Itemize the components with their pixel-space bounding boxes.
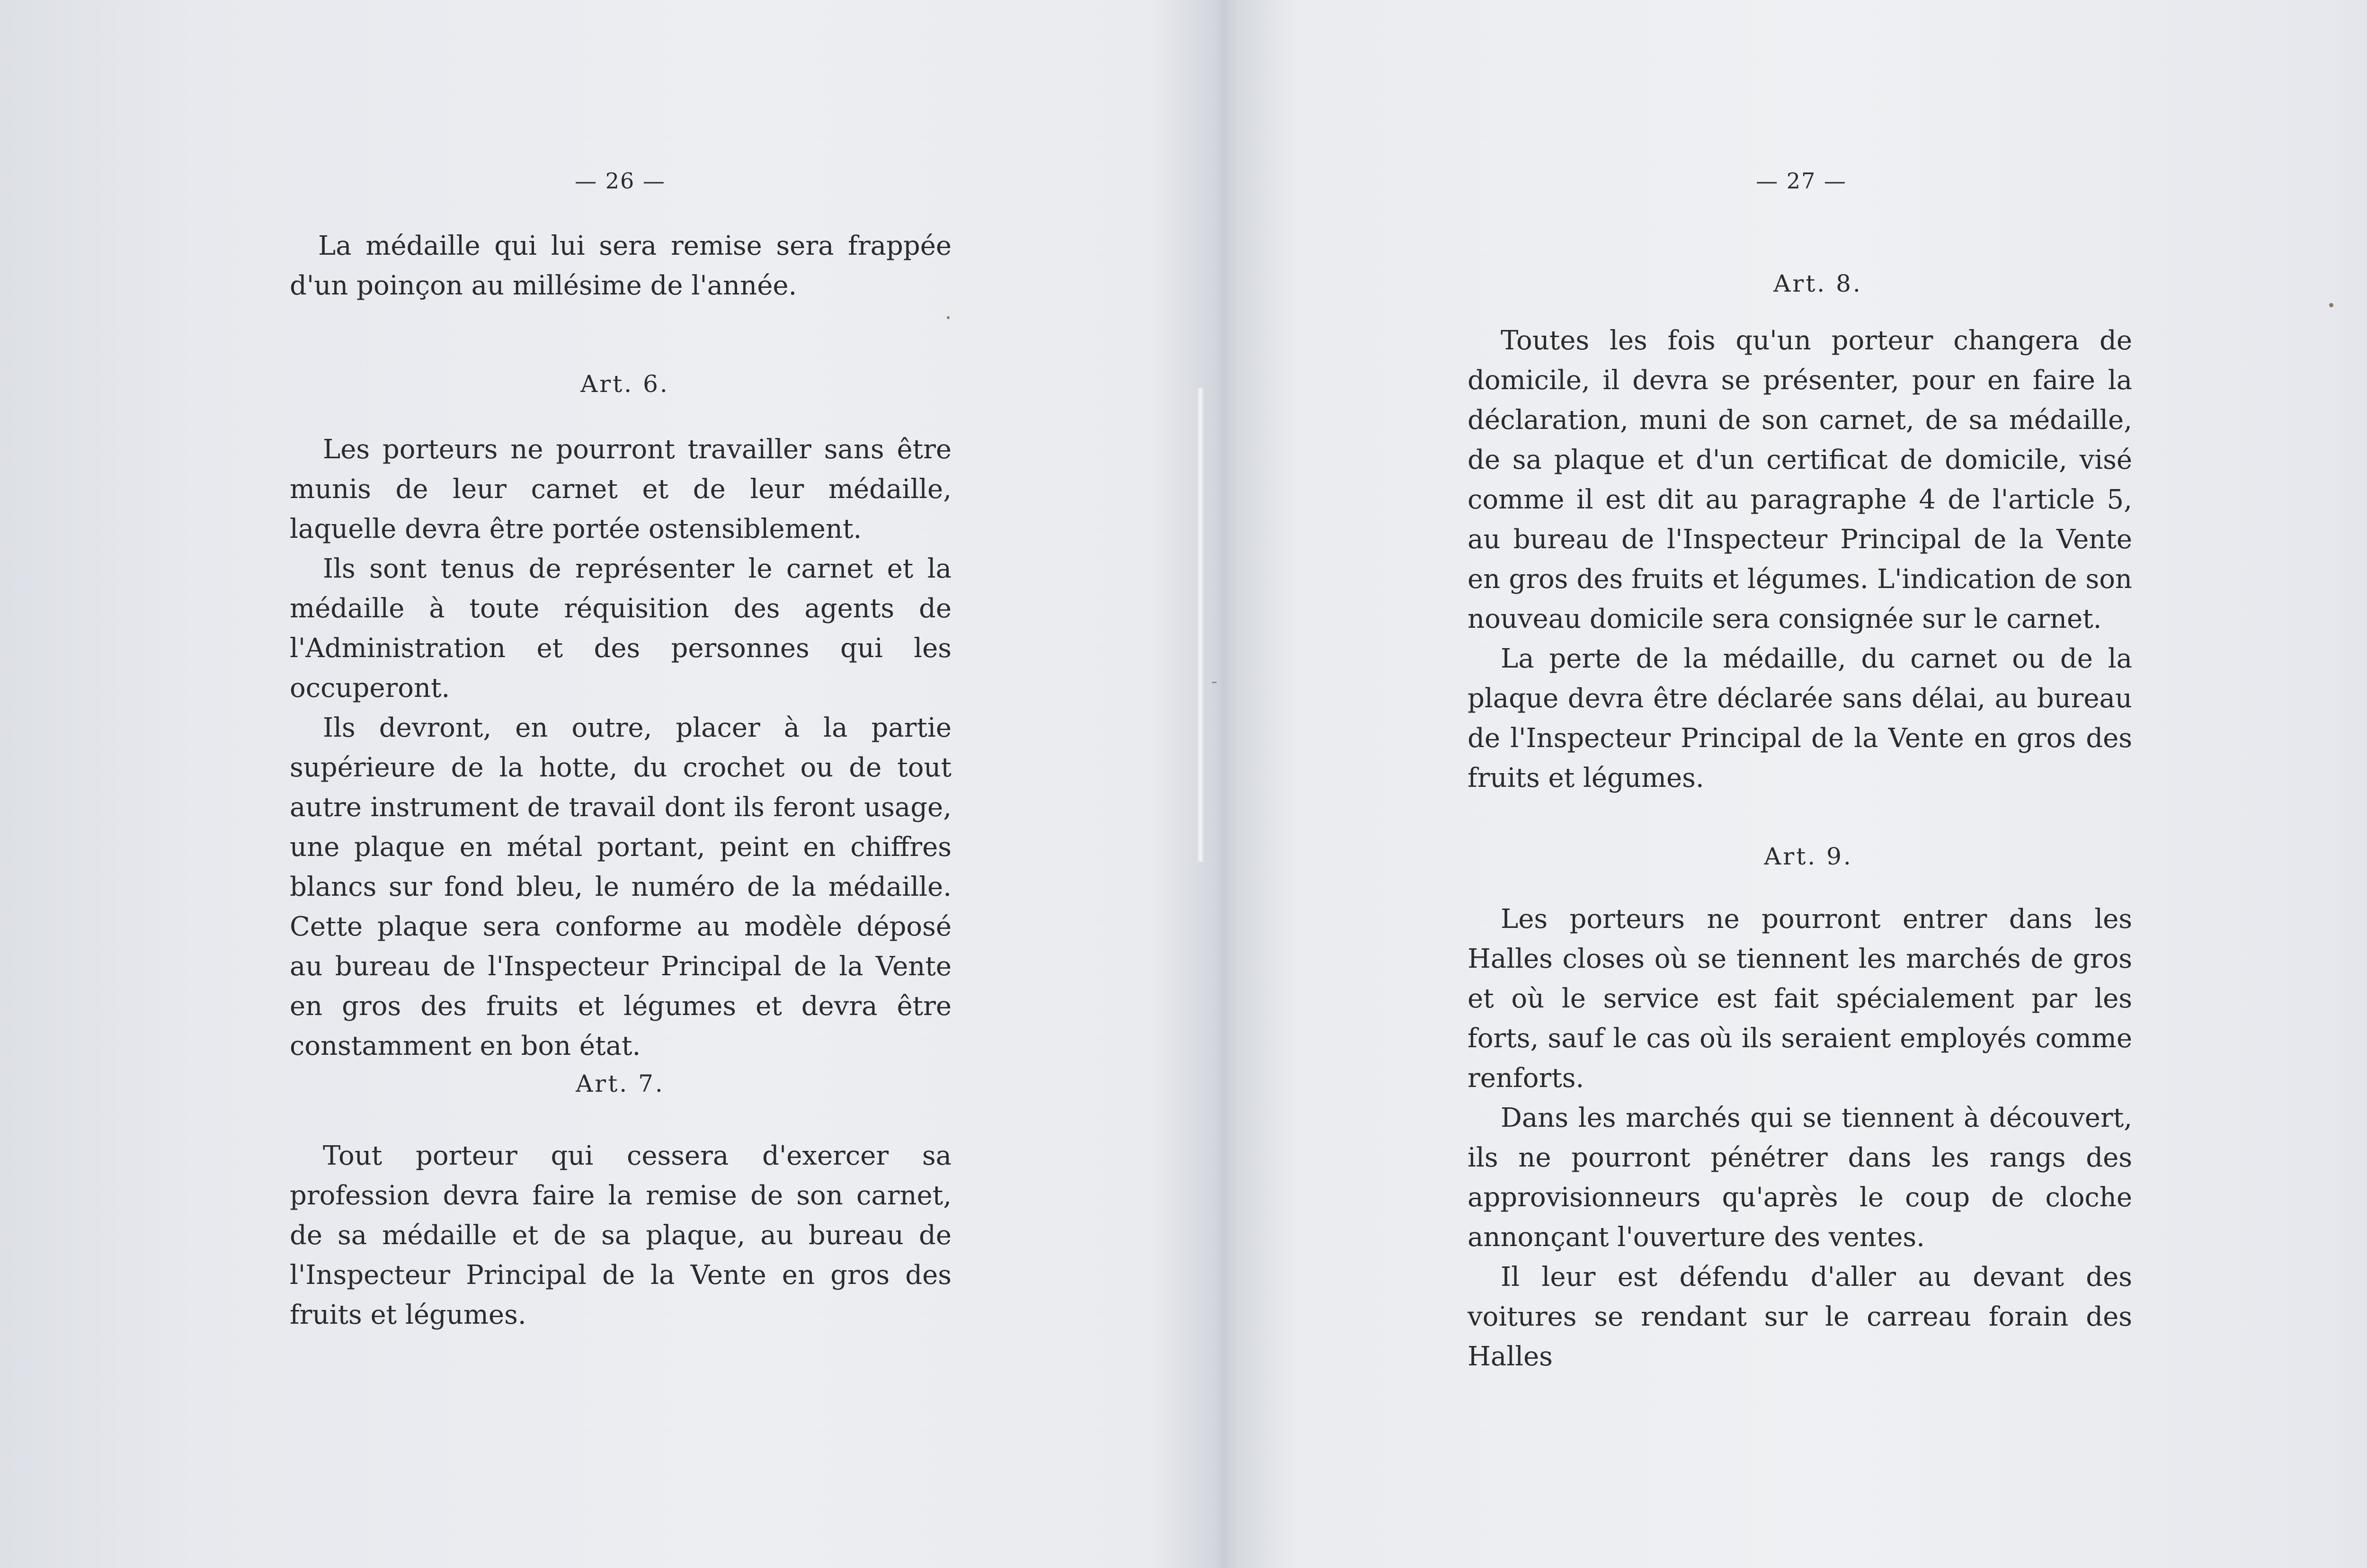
article-9-paragraph: Il leur est défendu d'aller au devant des voitures se rendant sur le carreau forain des Halles bbox=[1468, 1262, 2132, 1372]
article-8-body bbox=[1468, 321, 2132, 798]
article-7-heading: Art. 7. bbox=[576, 1070, 665, 1097]
article-6-paragraph: Ils devront, en outre, placer à la partie supérieure de la hotte, du crochet ou de tout autre instrument de travail dont ils feront usage, une plaque en métal portant, peint en chiffres blancs sur fond bleu, le numéro de la médaille. Cette plaque sera conforme au modèle déposé au bureau de l'Inspecteur Principal de la Vente en gros des fruits et légumes et devra être constamment en bon état. bbox=[290, 713, 952, 1061]
intro-text: La médaille qui lui sera remise sera frappée d'un poinçon au millésime de l'année. bbox=[290, 231, 952, 301]
article-9-body bbox=[1468, 900, 2132, 1377]
article-7-paragraph: Tout porteur qui cessera d'exercer sa profession devra faire la remise de son carnet, de sa médaille et de sa plaque, au bureau de l'Inspecteur Principal de la Vente en gros des fruits et légumes. bbox=[290, 1140, 952, 1330]
article-8-heading: Art. 8. bbox=[1773, 270, 1862, 297]
paper-speck bbox=[2329, 303, 2333, 307]
article-6-paragraph: Les porteurs ne pourront travailler sans être munis de leur carnet et de leur médaille, laquelle devra être portée ostensiblement. bbox=[290, 434, 952, 544]
article-7-body bbox=[290, 1136, 952, 1335]
article-6-heading: Art. 6. bbox=[580, 370, 669, 398]
paper-speck bbox=[947, 316, 950, 319]
right-page bbox=[1212, 0, 2367, 1568]
article-6-paragraph: Ils sont tenus de représenter le carnet et la médaille à toute réquisition des agents de l'Administration et des personnes qui les occuperont. bbox=[290, 553, 952, 704]
paper-mark bbox=[1212, 682, 1217, 683]
article-9-paragraph: Les porteurs ne pourront entrer dans les Halles closes où se tiennent les marchés de gros et où le service est fait spécialement par les forts, sauf le cas où ils seraient employés comme renforts. bbox=[1468, 904, 2132, 1094]
article-8-paragraph: La perte de la médaille, du carnet ou de la plaque devra être déclarée sans délai, au bureau de l'Inspecteur Principal de la Vente en gros des fruits et légumes. bbox=[1468, 643, 2132, 793]
page-number-right: — 27 — bbox=[1756, 168, 1847, 194]
article-8-paragraph: Toutes les fois qu'un porteur changera de domicile, il devra se présenter, pour en faire la déclaration, muni de son carnet, de sa médaille, de sa plaque et d'un certificat de domicile, visé comme il est dit au paragraphe 4 de l'article 5, au bureau de l'Inspecteur Principal de la Vente en gros des fruits et légumes. L'indication de son nouveau domicile sera consignée sur le carnet. bbox=[1468, 325, 2132, 634]
article-9-heading: Art. 9. bbox=[1764, 843, 1853, 870]
article-9-paragraph: Dans les marchés qui se tiennent à découvert, ils ne pourront pénétrer dans les rangs des approvisionneurs qu'après le coup de cloche annonçant l'ouverture des ventes. bbox=[1468, 1103, 2132, 1253]
article-6-body bbox=[290, 430, 952, 1066]
intro-paragraph bbox=[290, 226, 952, 306]
page-number-left: — 26 — bbox=[575, 168, 666, 194]
